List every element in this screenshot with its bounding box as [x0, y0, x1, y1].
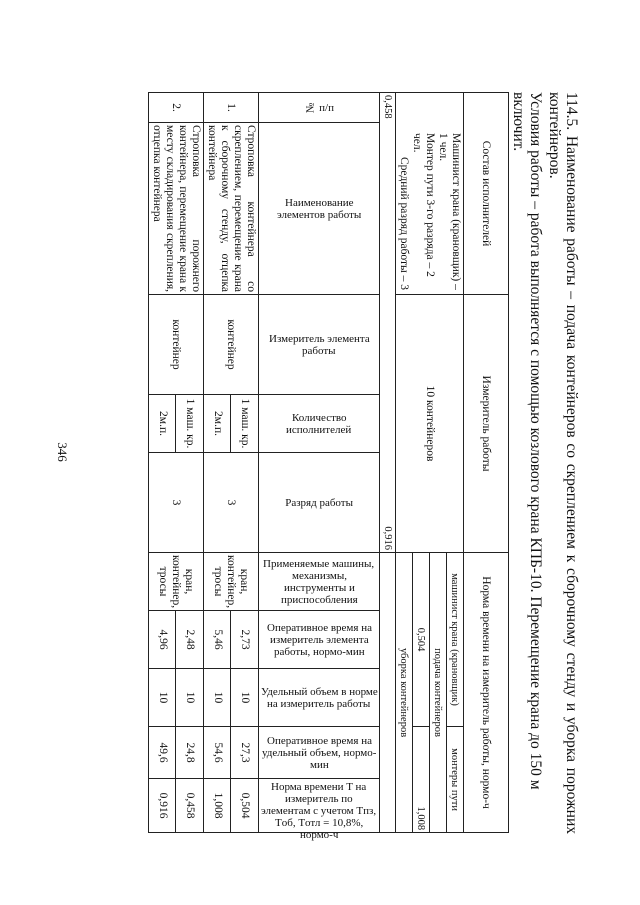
row-1-vol-b: 10 [204, 669, 232, 727]
row-2-workers-a: 1 маш. кр. [176, 395, 204, 453]
rotated-page-content [20, 80, 580, 840]
work-conditions: Условия работы – работа выполняется с помощью козлового крана КПБ-10. Перемещение крана до 150 м включит. [510, 92, 544, 790]
norm-table [148, 92, 509, 842]
row-1-machines: кран, контейнер, тросы [204, 553, 259, 611]
column-header-text: Норма времени T на измеритель по элементам с учетом Tпз, Tоб, Tотл = 10,8%, нормо-ч [261, 781, 377, 842]
column-header-text: Разряд работы [285, 496, 353, 509]
row-2-norm-b: 0,916 [149, 779, 177, 833]
norm-label: Норма времени на измеритель работы, нормо-ч [464, 553, 509, 833]
row-1-num: 1. [204, 93, 259, 123]
page-number: 346 [54, 442, 70, 462]
row-1-workers-b: 2м.п. [204, 395, 232, 453]
col-op-time [259, 611, 380, 669]
meter-label: Измеритель работы [464, 295, 509, 553]
row-2-grade: 3 [149, 453, 204, 553]
row-2-meter: контейнер [149, 295, 204, 395]
col-name [259, 123, 380, 295]
row-1-meter: контейнер [204, 295, 259, 395]
row-2-workers-b: 2м.п. [149, 395, 177, 453]
row-1-opvol-b: 54,6 [204, 727, 232, 779]
row-1-op-b: 5,46 [204, 611, 232, 669]
work-heading: 114.5. Наименование работы – подача контейнеров со скреплением к сборочному стенду и уборка порожних контейнеров. [546, 92, 580, 834]
row-clean-driver: 0,458 [382, 95, 393, 119]
col-grade [259, 453, 380, 553]
col-volume [259, 669, 380, 727]
row-2-opvol-b: 49,6 [149, 727, 177, 779]
col-driver: машинист крана (крановщик) [447, 553, 464, 727]
column-header-text: № п/п [304, 101, 334, 114]
row-clean-track: 0,916 [382, 526, 393, 551]
col-workers [259, 395, 380, 453]
row-feed-track: 1,008 [413, 727, 430, 833]
row-1-grade: 3 [204, 453, 259, 553]
row-2-num: 2. [149, 93, 204, 123]
row-1-norm-b: 1,008 [204, 779, 232, 833]
column-header-text: Количество исполнителей [286, 411, 352, 436]
row-2-op-b: 4,96 [149, 611, 177, 669]
staff-composition [396, 93, 464, 295]
column-header-text: Измеритель элемента работы [268, 332, 370, 357]
row-2-name: Строповка порожнего контейнера, перемещение крана к месту складирования скрепления, отцепка контейнера [149, 123, 204, 295]
column-header-text: Оперативное время на измеритель элемента работы, нормо-мин [266, 621, 372, 658]
row-2-norm-a: 0,458 [176, 779, 204, 833]
row-1-vol-a: 10 [231, 669, 259, 727]
col-num [259, 93, 380, 123]
row-feed-driver: 0,504 [413, 553, 430, 727]
staff-line: Средний разряд работы – 3 [398, 157, 410, 291]
staff-line: Машинист крана (крановщик) – 1 чел. [437, 133, 462, 290]
row-2-opvol-a: 24,8 [176, 727, 204, 779]
col-track: монтеры пути [447, 727, 464, 833]
row-feed-label: подача контейнеров [430, 553, 447, 833]
row-1-name: Строповка контейнера со скреплением, перемещение крана к сборочному стенду, отцепка контейнера [204, 123, 259, 295]
meter-value: 10 контейнеров [396, 295, 464, 553]
col-machines [259, 553, 380, 611]
row-1-workers-a: 1 маш. кр. [231, 395, 259, 453]
column-header-text: Наименование элементов работы [276, 196, 362, 221]
row-2-op-a: 2,48 [176, 611, 204, 669]
row-2-vol-a: 10 [176, 669, 204, 727]
row-2-machines: кран, контейнер, тросы [149, 553, 204, 611]
staff-line: Монтер пути 3-го разряда – 2 чел. [411, 133, 436, 277]
row-1-opvol-a: 27,3 [231, 727, 259, 779]
row-1-norm-a: 0,504 [231, 779, 259, 833]
column-header-text: Применяемые машины, механизмы, инструменты и приспособления [263, 557, 375, 606]
column-header-text: Удельный объем в норме на измеритель работы [260, 685, 378, 710]
staff-label: Состав исполнителей [464, 93, 509, 295]
row-clean-values [380, 93, 396, 553]
col-norm-time [259, 779, 380, 842]
column-header-text: Оперативное время на удельный объем, нормо-мин [261, 734, 377, 771]
col-meter [259, 295, 380, 395]
row-clean-label: уборка контейнеров [396, 553, 413, 833]
col-op-time-vol [259, 727, 380, 779]
row-1-op-a: 2,73 [231, 611, 259, 669]
row-2-vol-b: 10 [149, 669, 177, 727]
